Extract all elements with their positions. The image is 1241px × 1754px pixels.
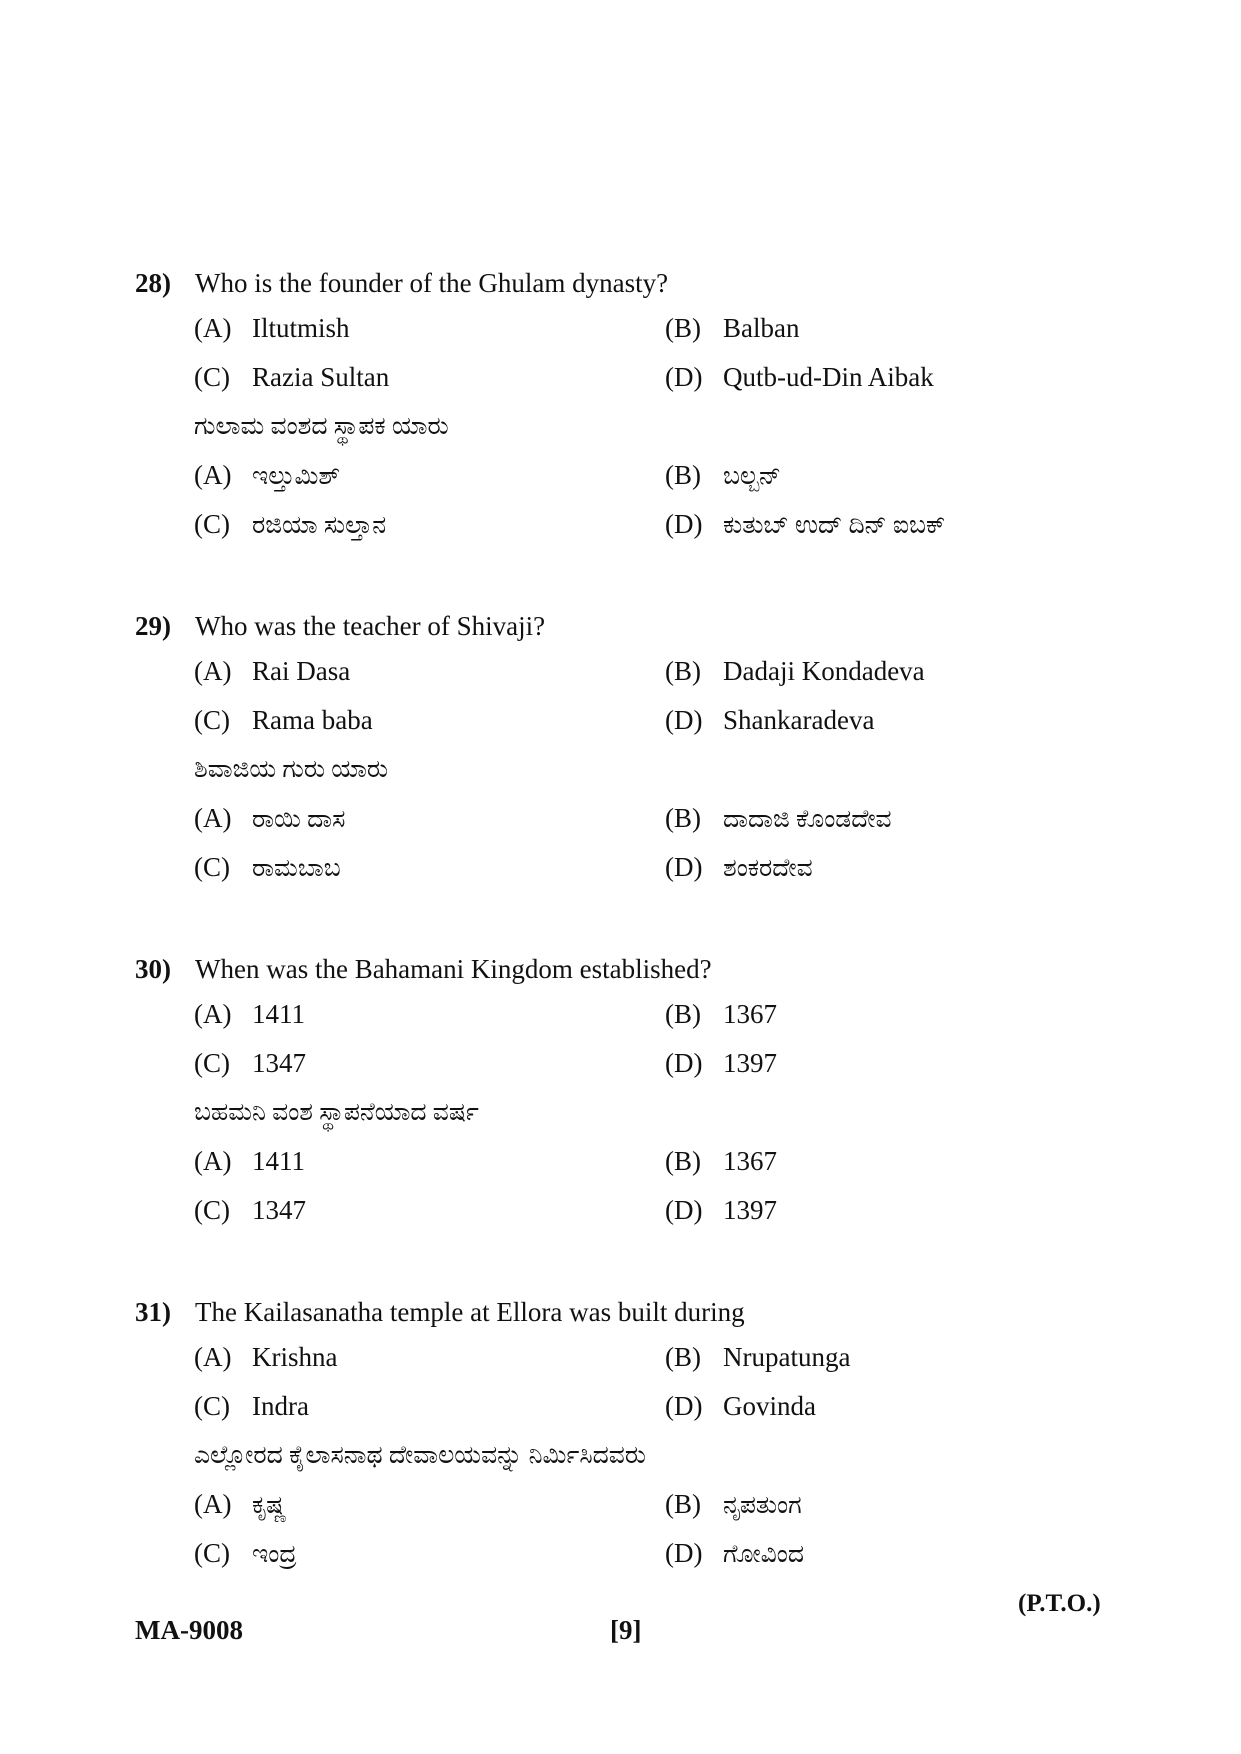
kannada-option-b (665, 794, 892, 844)
option-letter: (D) (665, 705, 703, 735)
page-number: [9] (610, 1615, 642, 1645)
option-text: ಬಲ್ಬನ್ (723, 463, 781, 490)
option-letter: (D) (665, 1538, 703, 1568)
kannada-option-d (665, 1186, 777, 1235)
kannada-options-row (135, 451, 1135, 500)
options-row (135, 1039, 1135, 1088)
options-row (135, 353, 1135, 402)
kannada-options-row (135, 1529, 1135, 1578)
option-letter: (D) (665, 1391, 703, 1421)
question-stem (135, 948, 1135, 990)
option-letter: (A) (194, 803, 232, 833)
option-letter: (B) (665, 313, 701, 343)
option-text: ಕುತುಬ್ ಉದ್ ದಿನ್ ಐಬಕ್ (723, 512, 946, 539)
kannada-options-row (135, 1186, 1135, 1235)
kannada-option-c (194, 1529, 297, 1579)
option-text: 1367 (723, 1146, 777, 1176)
paper-code: MA-9008 (135, 1615, 243, 1645)
option-text: 1347 (252, 1048, 306, 1078)
kannada-option-d (665, 843, 813, 893)
option-text: 1411 (252, 999, 305, 1029)
option-letter: (B) (665, 1146, 701, 1176)
option-text: 1411 (252, 1146, 305, 1176)
question-text: Who is the founder of the Ghulam dynasty? (195, 268, 669, 298)
option-text: Balban (723, 313, 800, 343)
kannada-options-row (135, 843, 1135, 892)
kannada-question-text: ಗುಲಾಮ ವಂಶದ ಸ್ಥಾಪಕ ಯಾರು (194, 413, 449, 440)
option-text: Qutb-ud-Din Aibak (723, 362, 934, 392)
option-text: Dadaji Kondadeva (723, 656, 925, 686)
option-text: ದಾದಾಜಿ ಕೊಂಡದೇವ (723, 806, 892, 833)
option-letter: (C) (194, 1195, 230, 1225)
option-d (665, 353, 934, 402)
option-letter: (B) (665, 999, 701, 1029)
question-text: The Kailasanatha temple at Ellora was built during (195, 1297, 745, 1327)
option-text: ಶಂಕರದೇವ (723, 855, 813, 882)
kannada-option-a (194, 1480, 287, 1530)
kannada-question-text: ಶಿವಾಜಿಯ ಗುರು ಯಾರು (194, 756, 389, 783)
option-c (194, 696, 373, 745)
option-b (665, 304, 799, 353)
kannada-option-b (665, 1480, 802, 1530)
option-letter: (D) (665, 362, 703, 392)
option-d (665, 1382, 816, 1431)
question-text: Who was the teacher of Shivaji? (195, 611, 546, 641)
kannada-option-c (194, 500, 386, 550)
question-number: 29) (135, 611, 171, 641)
question-number: 31) (135, 1297, 171, 1327)
option-text: ರಾಯಿ ದಾಸ (252, 806, 346, 833)
options-row (135, 647, 1135, 696)
kannada-option-c (194, 1186, 306, 1235)
option-b (665, 990, 777, 1039)
option-d (665, 696, 874, 745)
option-text: 1397 (723, 1195, 777, 1225)
option-text: ರಜಿಯಾ ಸುಲ್ತಾನ (252, 512, 387, 539)
option-b (665, 647, 925, 696)
kannada-option-b (665, 451, 781, 501)
option-d (665, 1039, 777, 1088)
kannada-options-row (135, 1137, 1135, 1186)
kannada-option-d (665, 500, 945, 550)
option-letter: (A) (194, 999, 232, 1029)
question-number: 30) (135, 954, 171, 984)
option-text: Indra (252, 1391, 309, 1421)
option-letter: (C) (194, 705, 230, 735)
option-letter: (A) (194, 313, 232, 343)
option-text: Shankaradeva (723, 705, 875, 735)
question-number: 28) (135, 268, 171, 298)
kannada-options-row (135, 1480, 1135, 1529)
option-text: Krishna (252, 1342, 338, 1372)
option-letter: (D) (665, 1048, 703, 1078)
option-text: ರಾಮಬಾಬ (252, 855, 341, 882)
option-text: Rama baba (252, 705, 373, 735)
option-letter: (B) (665, 460, 701, 490)
option-letter: (A) (194, 656, 232, 686)
kannada-option-b (665, 1137, 777, 1186)
question-30 (135, 948, 1135, 1235)
options-row (135, 1382, 1135, 1431)
question-stem (135, 1291, 1135, 1333)
options-row (135, 696, 1135, 745)
option-b (665, 1333, 850, 1382)
option-text: ನೃಪತುಂಗ (723, 1492, 802, 1519)
option-a (194, 647, 350, 696)
kannada-option-d (665, 1529, 804, 1579)
option-a (194, 1333, 337, 1382)
options-row (135, 1333, 1135, 1382)
option-letter: (C) (194, 1391, 230, 1421)
kannada-option-a (194, 1137, 305, 1186)
option-letter: (D) (665, 509, 703, 539)
options-row (135, 990, 1135, 1039)
kannada-option-a (194, 794, 345, 844)
question-28 (135, 262, 1135, 549)
kannada-options-row (135, 794, 1135, 843)
question-stem (135, 262, 1135, 304)
option-text: Razia Sultan (252, 362, 390, 392)
kannada-option-a (194, 451, 340, 501)
kannada-question-text: ಬಹಮನಿ ವಂಶ ಸ್ಥಾಪನೆಯಾದ ವರ್ಷ (194, 1099, 479, 1126)
kannada-question-text: ಎಲ್ಲೋರದ ಕೈಲಾಸನಾಥ ದೇವಾಲಯವನ್ನು ನಿರ್ಮಿಸಿದವರು (194, 1442, 647, 1469)
option-letter: (A) (194, 1146, 232, 1176)
options-row (135, 304, 1135, 353)
option-c (194, 353, 389, 402)
option-text: 1367 (723, 999, 777, 1029)
option-letter: (C) (194, 1048, 230, 1078)
option-text: ಗೋವಿಂದ (723, 1541, 805, 1568)
option-letter: (C) (194, 362, 230, 392)
option-letter: (D) (665, 1195, 703, 1225)
option-letter: (B) (665, 803, 701, 833)
option-a (194, 990, 305, 1039)
option-text: Iltutmish (252, 313, 350, 343)
option-c (194, 1382, 309, 1431)
option-letter: (C) (194, 509, 230, 539)
kannada-option-c (194, 843, 341, 893)
option-letter: (B) (665, 656, 701, 686)
option-letter: (A) (194, 460, 232, 490)
option-c (194, 1039, 306, 1088)
option-text: Govinda (723, 1391, 816, 1421)
option-text: ಇಲ್ತುಮಿಶ್ (252, 463, 341, 490)
option-letter: (B) (665, 1342, 701, 1372)
option-letter: (A) (194, 1342, 232, 1372)
option-a (194, 304, 350, 353)
option-text: ಇಂದ್ರ (252, 1541, 297, 1568)
pto-label: (P.T.O.) (1018, 1590, 1101, 1617)
question-stem (135, 605, 1135, 647)
option-text: Rai Dasa (252, 656, 351, 686)
option-letter: (C) (194, 852, 230, 882)
option-letter: (C) (194, 1538, 230, 1568)
question-29 (135, 605, 1135, 892)
option-letter: (A) (194, 1489, 232, 1519)
option-letter: (D) (665, 852, 703, 882)
kannada-options-row (135, 500, 1135, 549)
option-text: ಕೃಷ್ಣ (252, 1492, 287, 1519)
option-text: 1347 (252, 1195, 306, 1225)
option-text: 1397 (723, 1048, 777, 1078)
option-text: Nrupatunga (723, 1342, 851, 1372)
question-text: When was the Bahamani Kingdom established? (195, 954, 712, 984)
option-letter: (B) (665, 1489, 701, 1519)
question-31 (135, 1291, 1135, 1578)
